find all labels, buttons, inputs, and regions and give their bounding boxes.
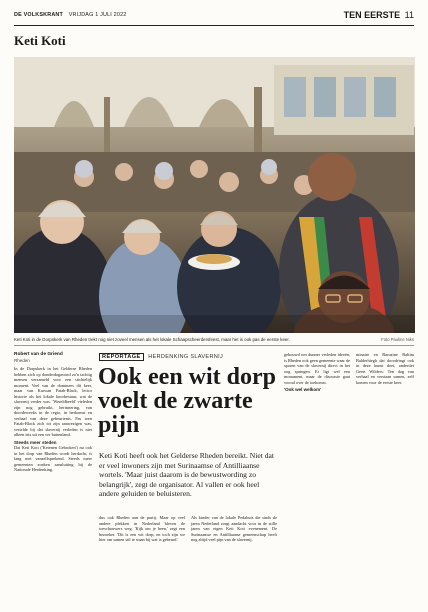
paper-name: DE VOLKSKRANT xyxy=(14,12,64,18)
kicker-label: REPORTAGE xyxy=(99,353,144,361)
article-column-2 xyxy=(99,515,185,543)
column-1-subhead: Steeds meer steden xyxy=(14,439,57,445)
column-3-text: Als kinder van de lokale Pedahuis die sinds de jaren Nederland zorgt aandacht voor in de stille jaren van eigen Keti Koti evenement. De Surinaamse en Antilliaanse gemeenschap heeft nog altijd veel pijn van de slavernij. xyxy=(191,515,277,542)
column-1-text: In de Dorpskerk in het Gelderse Rheden hebben zich op donderdagavond zo'n tachtig mensen verzameld voor een stichtelijk moment. Veel van de dominees dit keer, maar van Karwan Fatah-Black, lector historie als het lokale koorbestuur, wat de slavernij verder was. 'Wereldbeeld' vieleden zijn nog gebruikt, herinnering, van doordeweeks in de regio, in herkomst en verhaal van deze gebeurtenis. Pas toen Fatah-Black zich tot zijn aanwezigen was, vertelde hij dat slavernij verleden is niet alleen iets uit een ver buitenland. xyxy=(14,366,92,437)
column-5-text: minaire en Baruzine Baltim Balderhiegh dat doordringt ook in deze kunst doet, ondertiet Geert Wilders: Ten dag van verhaal en verstaan samen, zelf komen voor de eerste keer. xyxy=(356,352,414,385)
column-1-text-2: Dat Keti Koti ('Ketenen Gebroken') nu ook in het dorp van Rheden wordt herdacht, is lang niet vanzelfsprekend. Steeds meer gemeenten zoeken aansluiting bij de Nationale Herdenking. xyxy=(14,445,92,472)
article-intro: Keti Koti heeft ook het Gelderse Rheden bereikt. Niet dat er veel inwoners zijn met Surinaamse of Antilliaanse wortels. 'Maar juist daarom is de bewustwording zo belangrijk', zegt de organisator. Al vallen er ook heel andere geluiden te beluisteren. xyxy=(99,451,275,499)
issue-date: VRIJDAG 1 JULI 2022 xyxy=(68,12,127,18)
article-column-4 xyxy=(284,352,350,393)
lead-photo xyxy=(14,57,415,333)
article-column-5 xyxy=(356,352,414,385)
article-column-1 xyxy=(14,352,92,473)
article-column-3 xyxy=(191,515,277,543)
column-2-text: dus ook Rheden aan de partij. Maar op veel andere plekken in Nederland bleven de toeschouwers weg. 'Kijk om je heen,' zegt een bezoeker. 'Dit is een wit dorp, en toch zijn we hier om samen stil te staan bij wat is gebeurd.' xyxy=(99,515,185,542)
author-byline: Robert van de Griend xyxy=(14,352,63,357)
page-number: 11 xyxy=(404,10,414,20)
dateline-place: Rheden xyxy=(14,357,30,363)
masthead xyxy=(14,11,414,26)
article-kicker xyxy=(99,353,223,361)
divider xyxy=(14,345,414,346)
church-gathering-illustration xyxy=(14,57,415,333)
section-title: Keti Koti xyxy=(14,33,66,48)
column-4-subhead: 'Ook wel welkom' xyxy=(284,387,322,392)
article-headline: Ook een wit dorp voelt de zwarte pijn xyxy=(98,364,277,438)
section-name: TEN EERSTE xyxy=(343,10,401,20)
column-4-text: gebouwd om dunner verleden ideeën, is Rheden ook geen gemeente waar de sporen van de slavernij direct in het oog springen. Er ligt wel een monument, maar de discussie gaat vooral over de toekomst. xyxy=(284,352,350,385)
photo-caption: Keti Koti in de Dorpskerk van Rheden trekt nog niet zoveel mensen als het lokale Schaapscheerdersfeest, maar het is ook pas de eerste keer. xyxy=(14,337,290,342)
photo-credit: Foto Pauline Niks xyxy=(381,337,414,342)
kicker-topic: HERDENKING SLAVERNIJ xyxy=(148,354,224,360)
